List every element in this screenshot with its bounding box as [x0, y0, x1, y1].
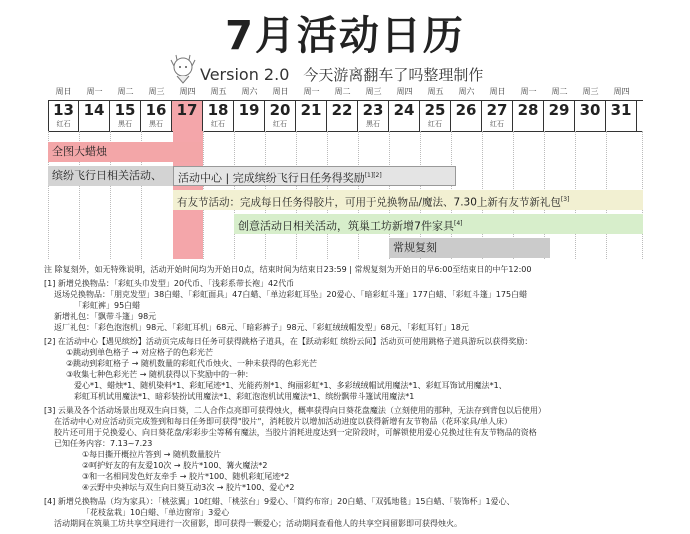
date-note: 红石 [273, 120, 287, 128]
weekday-label: 周四 [396, 87, 413, 96]
date-note: 黑石 [149, 120, 163, 128]
date-number: 31 [610, 101, 632, 119]
event-label: 全图大蜡烛 [52, 145, 107, 158]
weekday-label: 周三 [148, 87, 165, 96]
date-number: 20 [269, 101, 291, 119]
date-number: 27 [486, 101, 508, 119]
date-note: 红石 [56, 120, 71, 128]
weekday-label: 周一 [520, 87, 537, 96]
event-label: 活动中心 | 完成缤纷飞行日任务得奖励 [178, 171, 365, 185]
note-line: 已知任务内容：7.13~7.23 [54, 439, 153, 448]
event-bar-creative-day [234, 214, 643, 234]
note-line: 返厂礼包：「彩色泡泡机」98元、「彩虹耳机」68元、「暗彩裤子」98元、「彩虹绒绒帽发型」68元、「彩虹耳钉」18元 [54, 323, 469, 332]
note-line: 注 除复刻外，如无特殊说明，活动开始时间均为开始日0点，结束时间为结束日23:59 | 常规复刻为开始日的早6:00至结束日的中午12:00 [44, 265, 532, 274]
weekday-label: 周一 [86, 87, 103, 96]
date-note: 红石 [490, 120, 504, 128]
footnote-ref: [4] [454, 220, 463, 227]
weekday-label: 周日 [489, 87, 506, 96]
date-cell [606, 101, 637, 131]
date-note: 黑石 [366, 120, 380, 128]
event-timeline [48, 131, 643, 259]
note-line: 「花枝盆栽」10白蜡、「单边窗帘」3爱心 [82, 508, 230, 517]
date-cell [79, 101, 110, 131]
event-label: 常规复刻 [393, 241, 437, 254]
date-number: 25 [424, 101, 446, 119]
date-number: 14 [83, 101, 105, 119]
weekday-label: 周六 [458, 87, 475, 96]
weekday-label: 周一 [303, 87, 320, 96]
note-line: 胶片还可用于兑换爱心、向日葵花盘/彩彩步尘等稀有魔法，当胶片消耗进度达到一定阶段时，可解锁使用爱心兑换过往有友节物品的资格 [54, 428, 537, 437]
weekday-label: 周二 [117, 87, 134, 96]
date-number: 26 [455, 101, 477, 119]
date-cell [327, 101, 358, 131]
notes-section [44, 264, 684, 529]
date-cell [141, 101, 172, 131]
note-line: ①跳动到单色格子 → 对应格子的色彩光芒 [66, 348, 213, 357]
date-number: 29 [548, 101, 570, 119]
date-cell [358, 101, 389, 131]
event-bar-friendship-fest [173, 190, 643, 210]
date-row [48, 100, 643, 132]
date-cell [296, 101, 327, 131]
note-line: 「彩虹裤」95白蜡 [74, 301, 141, 310]
note-line: ④云野中央神坛与双生向日葵互动3次 → 胶片*100、爱心*2 [82, 483, 295, 492]
weekday-label: 周二 [334, 87, 351, 96]
weekday-label: 周五 [210, 87, 227, 96]
date-cell [451, 101, 482, 131]
date-cell [234, 101, 265, 131]
event-label: 创意活动日相关活动，筑巢工坊新增7件家具 [238, 219, 454, 233]
note-line: ③收集七种色彩光芒 → 随机获得以下奖励中的一种： [66, 370, 253, 379]
date-number: 21 [300, 101, 322, 119]
weekday-label: 周四 [179, 87, 196, 96]
weekday-label: 周三 [365, 87, 382, 96]
version-label: Version 2.0 [200, 65, 290, 84]
date-number: 22 [331, 101, 353, 119]
weekday-label: 周四 [613, 87, 630, 96]
author-credit: 今天游离翻车了吗整理制作 [303, 66, 484, 84]
page-title: 7月活动日历 [225, 13, 465, 59]
weekday-label: 周日 [55, 87, 72, 96]
footnote-ref: [3] [560, 196, 570, 203]
date-number: 28 [517, 101, 539, 119]
date-cell [203, 101, 234, 131]
note-line: 爱心*1、蜡烛*1、随机染料*1、彩虹尾迹*1、光能药剂*1、绚丽彩虹*1、多彩绒绒帽试用魔法*1、彩虹耳饰试用魔法*1、 [74, 381, 507, 390]
subtitle [200, 64, 483, 85]
note-line: [2] 在活动中心【遇见缤纷】活动页完成每日任务可获得跳格子道具，在【跃动彩虹 缤纷云间】活动页可使用跳格子道具游玩以获得奖励： [44, 337, 533, 346]
date-number: 15 [114, 101, 136, 119]
date-number: 18 [207, 101, 229, 119]
note-line: [1] 新增兑换物品：「彩虹头巾发型」20代币、「浅彩系带长袍」42代币 [44, 279, 295, 288]
weekday-label: 周六 [241, 87, 258, 96]
date-number: 30 [579, 101, 601, 119]
date-cell [389, 101, 420, 131]
date-number: 23 [362, 101, 384, 119]
note-line: 返场兑换物品：「朋克发型」38白蜡、「彩虹面具」47白蜡、「单边彩虹耳坠」20爱心、「暗彩虹斗篷」177白蜡、「彩虹斗篷」175白蜡 [54, 290, 528, 299]
mascot-logo-icon [168, 54, 198, 84]
date-cell [420, 101, 451, 131]
date-number: 24 [393, 101, 415, 119]
weekday-label: 周三 [582, 87, 599, 96]
date-note: 黑石 [118, 120, 132, 128]
date-number: 17 [176, 101, 198, 119]
date-cell [513, 101, 544, 131]
event-bar-activity-center [173, 166, 456, 186]
event-label: 缤纷飞行日相关活动、 [52, 169, 162, 182]
date-number: 16 [145, 101, 167, 119]
date-note: 红石 [428, 120, 442, 128]
date-cell [265, 101, 296, 131]
event-bar-candles [48, 142, 203, 162]
note-line: ①每日撕开概拉片答到 → 随机数量胶片 [82, 450, 221, 459]
date-number: 19 [238, 101, 260, 119]
weekday-label: 周日 [272, 87, 289, 96]
event-label: 有友节活动：完成每日任务得胶片，可用于兑换物品/魔法、7.30上新有友节新礼包 [177, 196, 561, 209]
footnote-ref: [1][2] [364, 172, 382, 179]
date-note: 红石 [211, 120, 225, 128]
note-line: ③和一名相同发色好友牵手 → 胶片*100、随机彩虹尾迹*2 [82, 472, 290, 481]
weekday-label: 周二 [551, 87, 568, 96]
note-line: [4] 新增兑换物品（均为家具）：「桃弦翼」10红蜡、「桃弦台」9爱心、「简约布帘」20白蜡、「双弧地毯」15白蜡、「装饰杯」1爱心、 [44, 497, 515, 506]
date-cell [544, 101, 575, 131]
date-number: 13 [53, 101, 74, 119]
date-cell [110, 101, 141, 131]
date-cell [482, 101, 513, 131]
event-bar-rerun [389, 238, 550, 258]
date-cell [575, 101, 606, 131]
note-line: 彩虹耳机试用魔法*1、暗彩装扮试用魔法*1、彩虹泡泡机试用魔法*1、缤纷飘带斗篷试用魔法*1 [74, 392, 415, 401]
note-line: 在活动中心对应活动页完成签到和每日任务即可获得"胶片"，消耗胶片以增加活动进度以获得新增有友节物品（花环家具/单人床） [54, 417, 513, 426]
note-line: 新增礼包：「飘带斗篷」98元 [54, 312, 157, 321]
note-line: ②跳动到彩虹格子 → 随机数量的彩虹代币烛火、一种未获得的色彩光芒 [66, 359, 317, 368]
date-cell-today [172, 101, 203, 131]
weekday-label: 周五 [427, 87, 444, 96]
note-line: [3] 云巢及各个活动场景出现双生向日葵，二人合作点亮即可获得烛火，概率获得向日葵花盘魔法（立刻使用的那种，无法存到背包以后使用） [44, 406, 546, 415]
event-bar-rainbow-day [48, 166, 173, 186]
date-cell [48, 101, 79, 131]
note-line: 活动期间在筑巢工坊共享空间进行一次留影，即可获得一颗爱心；活动期间查看他人的共享空间留影即可获得烛火。 [54, 519, 462, 528]
note-line: ②呵护好友的有友爱10次 → 胶片*100、篝火魔法*2 [82, 461, 268, 470]
